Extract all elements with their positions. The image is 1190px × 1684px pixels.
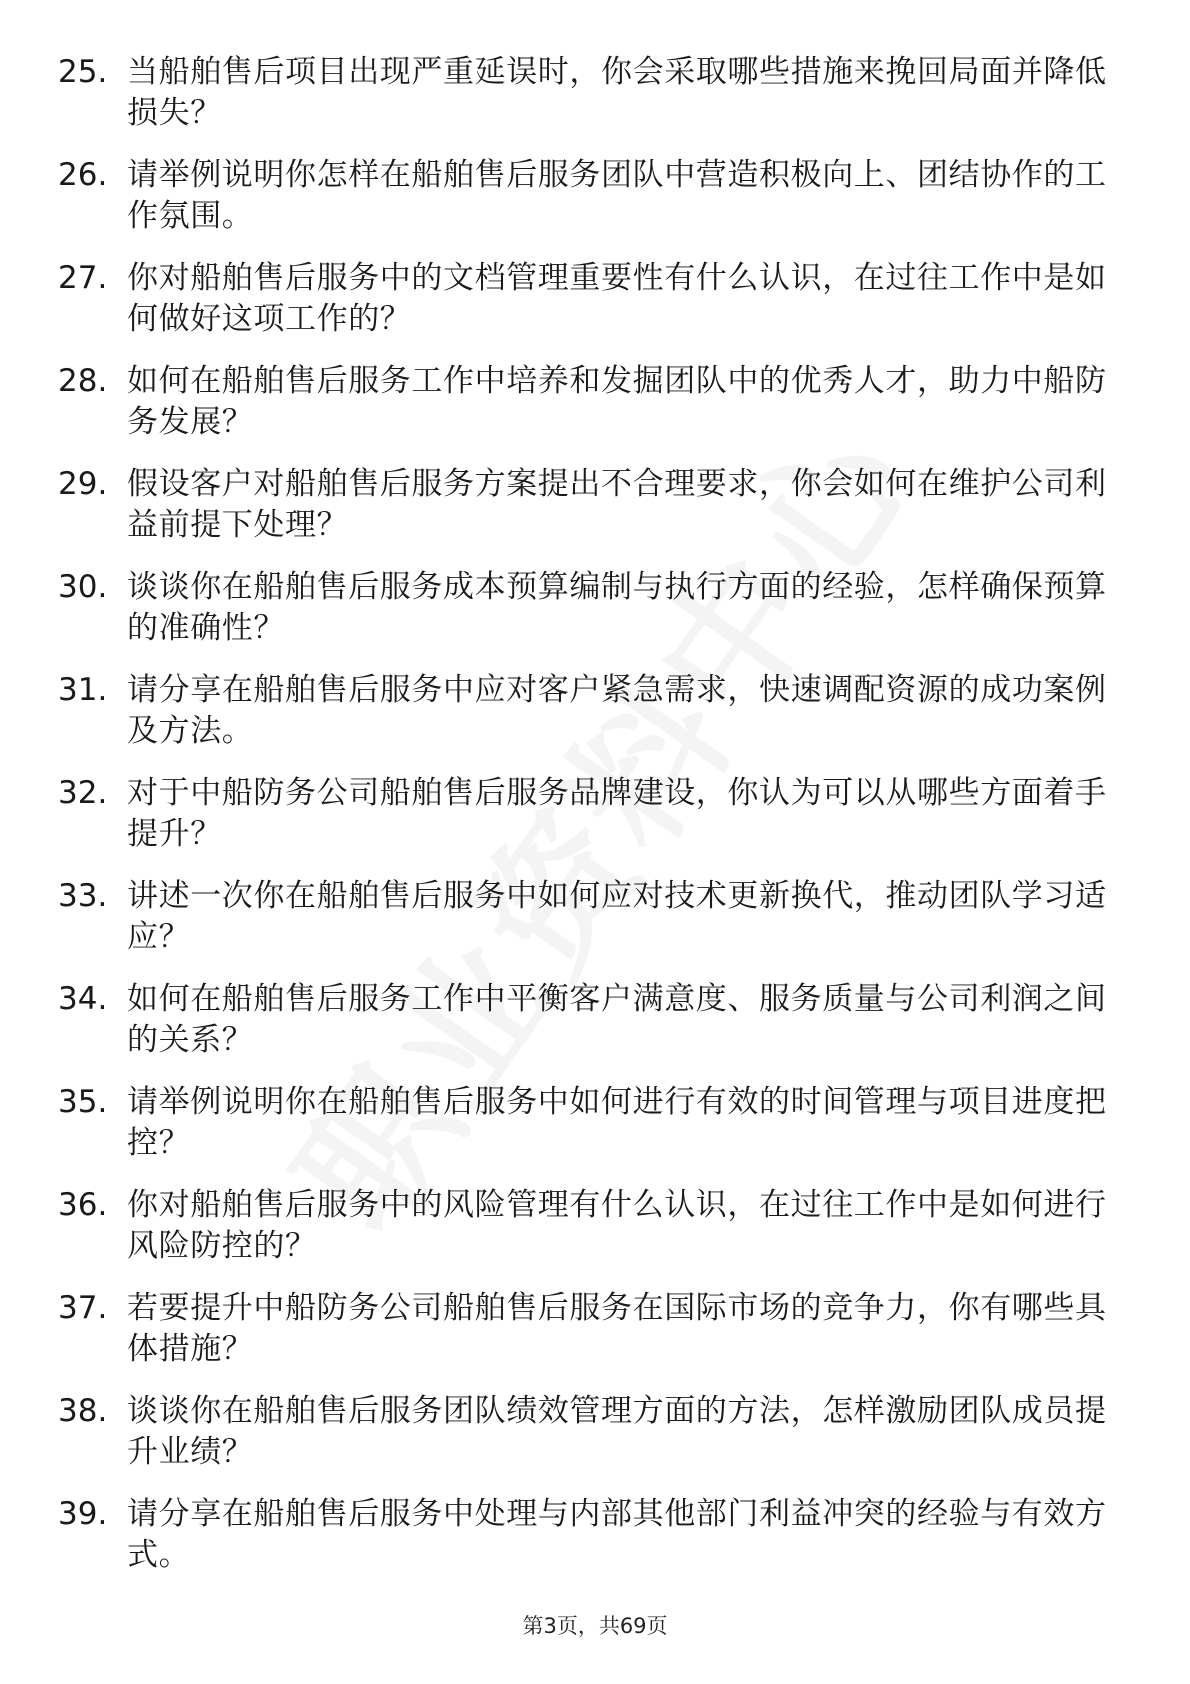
question-text: 如何在船舶售后服务工作中平衡客户满意度、服务质量与公司利润之间的关系？: [127, 981, 1107, 1058]
question-number: 36.: [58, 1187, 108, 1223]
question-number: 32.: [58, 775, 108, 811]
question-item: [0, 361, 1190, 464]
question-text: 请举例说明你怎样在船舶售后服务团队中营造积极向上、团结协作的工作氛围。: [127, 157, 1107, 234]
question-number: 39.: [58, 1496, 108, 1532]
question-number: 25.: [58, 54, 108, 90]
question-text: 请分享在船舶售后服务中处理与内部其他部门利益冲突的经验与有效方式。: [127, 1496, 1107, 1573]
question-number: 30.: [58, 569, 108, 605]
question-item: [0, 464, 1190, 567]
question-item: [0, 567, 1190, 670]
question-list: [0, 52, 1190, 1597]
question-text: 假设客户对船舶售后服务方案提出不合理要求，你会如何在维护公司利益前提下处理？: [127, 466, 1107, 543]
question-text: 请分享在船舶售后服务中应对客户紧急需求，快速调配资源的成功案例及方法。: [127, 672, 1107, 749]
question-text: 当船舶售后项目出现严重延误时，你会采取哪些措施来挽回局面并降低损失？: [127, 54, 1107, 131]
question-item: [0, 258, 1190, 361]
question-number: 27.: [58, 260, 108, 296]
question-text: 如何在船舶售后服务工作中培养和发掘团队中的优秀人才，助力中船防务发展？: [127, 363, 1107, 440]
question-item: [0, 979, 1190, 1082]
question-number: 31.: [58, 672, 108, 708]
question-text: 对于中船防务公司船舶售后服务品牌建设，你认为可以从哪些方面着手提升？: [127, 775, 1107, 852]
question-number: 35.: [58, 1084, 108, 1120]
question-item: [0, 1391, 1190, 1494]
question-number: 33.: [58, 878, 108, 914]
question-item: [0, 1185, 1190, 1288]
question-number: 26.: [58, 157, 108, 193]
question-number: 34.: [58, 981, 108, 1017]
question-item: [0, 670, 1190, 773]
question-item: [0, 773, 1190, 876]
question-item: [0, 876, 1190, 979]
question-text: 你对船舶售后服务中的风险管理有什么认识，在过往工作中是如何进行风险防控的？: [127, 1187, 1107, 1264]
question-item: [0, 1494, 1190, 1597]
question-number: 29.: [58, 466, 108, 502]
question-item: [0, 52, 1190, 155]
question-number: 37.: [58, 1290, 108, 1326]
question-text: 谈谈你在船舶售后服务团队绩效管理方面的方法，怎样激励团队成员提升业绩？: [127, 1393, 1107, 1470]
question-text: 请举例说明你在船舶售后服务中如何进行有效的时间管理与项目进度把控？: [127, 1084, 1107, 1161]
question-number: 28.: [58, 363, 108, 399]
question-item: [0, 1082, 1190, 1185]
page-number-footer: 第3页，共69页: [522, 1614, 668, 1638]
question-text: 谈谈你在船舶售后服务成本预算编制与执行方面的经验，怎样确保预算的准确性？: [127, 569, 1107, 646]
question-item: [0, 1288, 1190, 1391]
question-text: 若要提升中船防务公司船舶售后服务在国际市场的竞争力，你有哪些具体措施？: [127, 1290, 1107, 1367]
question-text: 讲述一次你在船舶售后服务中如何应对技术更新换代，推动团队学习适应？: [127, 878, 1107, 955]
question-number: 38.: [58, 1393, 108, 1429]
question-item: [0, 155, 1190, 258]
question-text: 你对船舶售后服务中的文档管理重要性有什么认识，在过往工作中是如何做好这项工作的？: [127, 260, 1107, 337]
